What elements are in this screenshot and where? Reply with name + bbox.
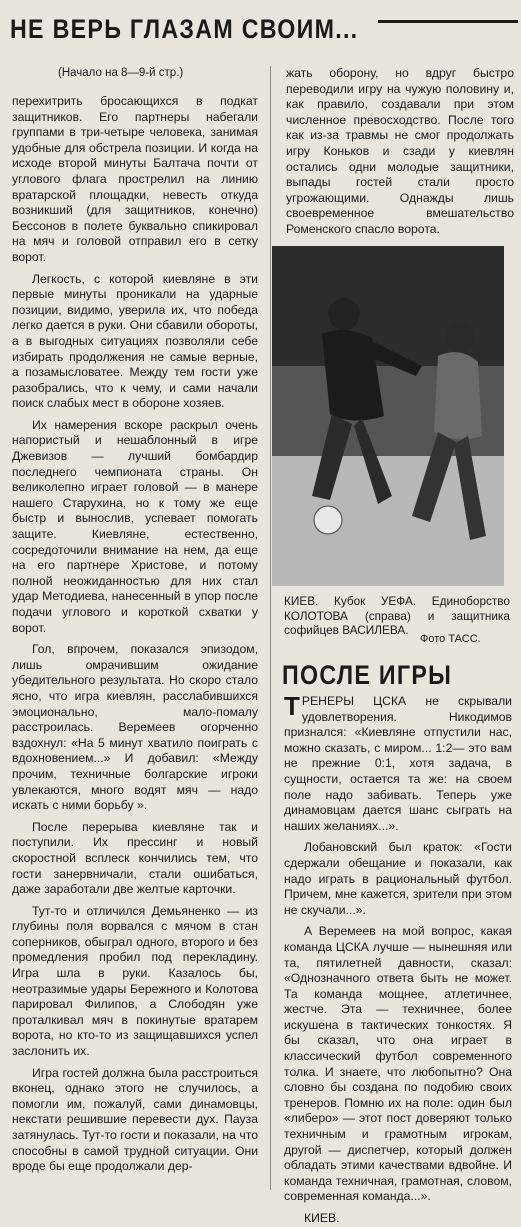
- place-signature: КИЕВ.: [304, 1211, 340, 1225]
- paragraph: После перерыва киевляне так и поступили. Их прессинг и новый скоростной всплеск кончились тем, что гости занервничали, стали ошибаться, даже заработали две желтые карточки.: [12, 819, 258, 897]
- match-photo: [272, 246, 504, 586]
- paragraph: жать оборону, но вдруг быстро переводили игру на чужую половину и, как правило, создавали при этом численное превосходство. После того как из-за травмы не смог продолжать игру Коньков и сзади у киевлян остались одни молодые защитники, выпады гостей стали просто угрожающими. Однажды лишь своевременное вмешательство Роменского спасло ворота.: [286, 66, 514, 236]
- after-game-title: ПОСЛЕ ИГРЫ: [282, 660, 453, 690]
- paragraph: Игра гостей должна была расстроиться вконец, однако этого не случилось, а помогли им, пожалуй, сами динамовцы, некстати решившие перевести дух. Пауза затянулась. Тут-то гости и показали, на что способны в самой трудной ситуации. Они вроде бы еще продолжали дер-: [12, 1065, 258, 1174]
- paragraph: Гол, впрочем, показался эпизодом, лишь омрачившим ожидание убедительного результата. Но скоро стало ясно, что игра киевлян, расслабившихся эмоционально, мало-помалу расстроилась. Веремеев огорченно вздохнул: «На 5 минут хватило поиграть с вдохновением...» И добавил: «Между прочим, техничные болгарские игроки увлекаются, много водят мяч — надо искать с ними борьбу ».: [12, 642, 258, 813]
- headline-rule: [378, 20, 518, 23]
- left-column: [12, 94, 258, 1194]
- right-column-top: [286, 66, 514, 246]
- paragraph: Легкость, с которой киевляне в эти первые минуты проникали на ударные позиции, видимо, уверила их, что победа легко дается в руки. Они сбавили обороты, а в выгодных ситуациях позволяли себе избирать продолжения не самые верные, а позамысловатее. Между тем гости уже разобрались, что к чему, и сами начали поиск слабых мест в обороне хозяев.: [12, 271, 258, 411]
- article-headline: НЕ ВЕРЬ ГЛАЗАМ СВОИМ...: [10, 14, 359, 44]
- paragraph: ТРЕНЕРЫ ЦСКА не скрывали удовлетворения. Никодимов признался: «Киевляне отпустили нас, можно сказать, с миром... 1:2— это вам не прежние 0:1, хотя задача, в сущности, остается та же: на своем поле надо забивать. Теперь уже динамовцам дается шанс сыграть на наших желаниях...».: [284, 691, 512, 833]
- photo-caption: КИЕВ. Кубок УЕФА. Единоборство КОЛОТОВА (справа) и защитника софийцев ВАСИЛЕВА.: [284, 594, 510, 637]
- paragraph: перехитрить бросающихся в подкат защитников. Его партнеры набегали группами в три-четыре человека, занимая удобные для обстрела позиции. И когда на исходе второй минуты Балтача почти от углового флага прострелил на линию вратарской площадки, невесть откуда возникший (для защитников, конечно) Бессонов в полете буквально спикировал на мяч и головой отправил его в сетку ворот.: [12, 94, 258, 264]
- paragraph: Тут-то и отличился Демьяненко — из глубины поля ворвался с мячом в стан соперников, обыграл одного, второго и без промедления пробил под перекладину. Игра шла в руки. Казалось бы, неотразимые удары Бережного и Колотова парировал Филипов, а Слободян уже проталкивал мяч в покинутые вратарем ворота, но кто-то из защищавшихся успел заслонить их.: [12, 903, 258, 1059]
- paragraph: Их намерения вскоре раскрыл очень напористый и нешаблонный в игре Джевизов — лучший бомбардир последнего чемпионата страны. Он великолепно играет головой — в манере нашего Старухина, но к тому же еще быстр и вынослив, успевает помогать защите. Киевляне, естественно, сосредоточили внимание на нем, да еще на его партнере Христове, и потому полной неожиданностью для них стал удар Методиева, нанесенный в упор после подачи углового и короткой схватки у ворот.: [12, 417, 258, 635]
- continued-note: (Начало на 8—9-й стр.): [58, 67, 184, 79]
- after-game-column: [284, 691, 512, 1225]
- photo-credit: Фото ТАСС.: [420, 633, 481, 645]
- column-divider: [270, 66, 271, 1190]
- paragraph: А Веремеев на мой вопрос, какая команда ЦСКА лучше — нынешняя или та, пятилетней давности, сказал: «Однозначного ответа быть не может. Та команда мощнее, атлетичнее, жестче. Эта — техничнее, более искушена в тактических тонкостях. Я бы сказал, что она играет в классический футбол современного толка. И знаете, что любопытно? Она словно бы создана по подобию своих тренеров. Помню их на поле: один был «либеро» — этот пост доверяют только техничным и грамотным игрокам, другой — диспетчер, который должен обладать этими качествами вдвойне. И команда техничная, грамотная, словом, современная команда...».: [284, 924, 512, 1204]
- paragraph: Лобановский был краток: «Гости сдержали обещание и показали, как надо играть в рациональный футбол. Причем, мне кажется, зрители при этом не скучали...».: [284, 840, 512, 917]
- players-illustration: [272, 246, 504, 586]
